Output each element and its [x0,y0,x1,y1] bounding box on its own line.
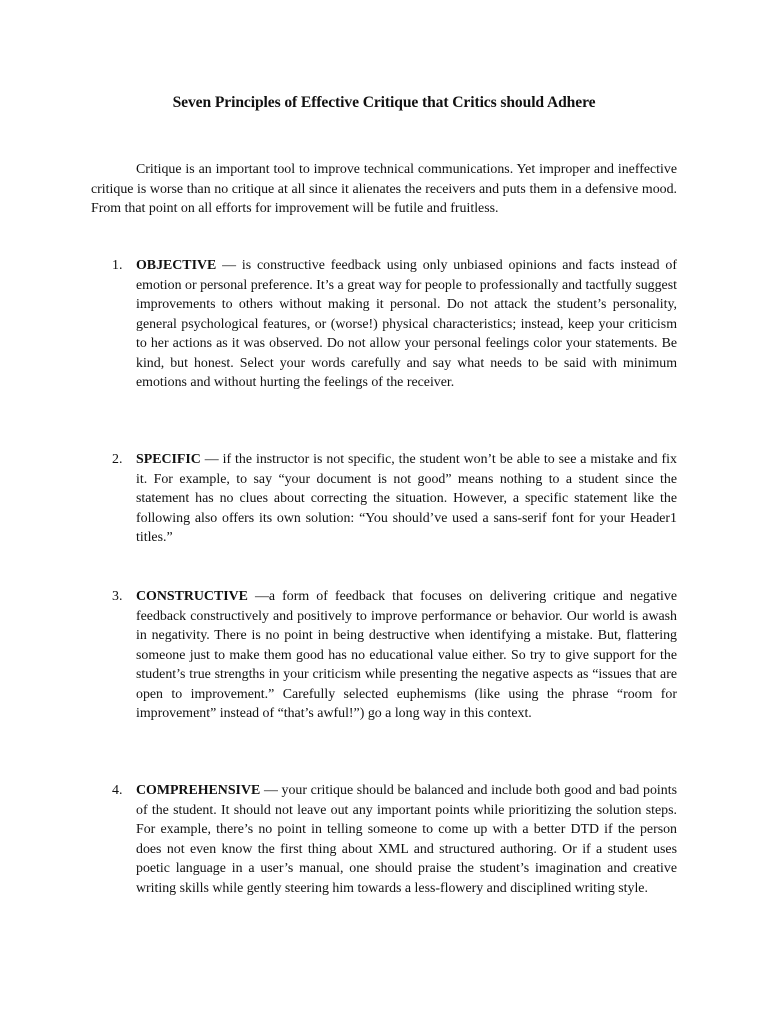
principle-body [136,587,677,724]
list-number: 4. [112,783,123,798]
principle-text: — is constructive feedback using only unbiased opinions and facts instead of emotion or personal preference. It’s a great way for people to professionally and tactfully suggest improvements to others without making it personal. Do not attack the student’s personality, general psychological features, or (worse!) physical characteristics; instead, keep your criticism to her actions as it was observed. Do not allow your personal feelings color your statements. Be kind, but honest. Select your words carefully and say what needs to be said with minimum emotions and without hurting the feelings of the receiver. [136,258,677,390]
document-title: Seven Principles of Effective Critique that Critics should Adhere [172,94,596,111]
list-number: 1. [112,258,123,273]
principle-term: CONSTRUCTIVE [136,589,248,604]
principle-term: OBJECTIVE [136,258,217,273]
principle-text: — your critique should be balanced and include both good and bad points of the student. It should not leave out any important points while prioritizing the solution steps. For example, there’s no point in telling someone to come up with a better DTD if the person does not even know the first thing about XML and structured authoring. Or if a student uses poetic language in a user’s manual, one should praise the student’s imagination and creative writing skills while gently steering him towards a less-flowery and disciplined writing style. [136,783,677,896]
list-number: 3. [112,589,123,604]
intro-paragraph: Critique is an important tool to improve technical communications. Yet improper and ineffective critique is worse than no critique at all since it alienates the receivers and puts them in a defensive mood. From that point on all efforts for improvement will be futile and fruitless. [91,162,677,216]
principle-body [136,256,677,393]
list-number: 2. [112,452,123,467]
principle-text: —a form of feedback that focuses on delivering critique and negative feedback constructively and positively to improve performance or behavior. Our world is awash in negativity. There is no point in being destructive when identifying a mistake. But, flattering someone just to make them good has no educational value either. So try to give support for the student’s true strengths in your criticism while presenting the negative aspects as “issues that are open to improvement.” Carefully selected euphemisms (like using the phrase “room for improvement” instead of “that’s awful!”) go a long way in this context. [136,589,677,721]
principle-text: — if the instructor is not specific, the student won’t be able to see a mistake and fix it. For example, to say “your document is not good” means nothing to a student since the statement has no clues about correcting the situation. However, a specific statement like the following also offers its own solution: “You should’ve used a sans-serif font for your Header1 titles.” [136,452,677,545]
principle-body [136,781,677,898]
principle-term: SPECIFIC [136,452,201,467]
principle-term: COMPREHENSIVE [136,783,261,798]
principle-body [136,450,677,548]
